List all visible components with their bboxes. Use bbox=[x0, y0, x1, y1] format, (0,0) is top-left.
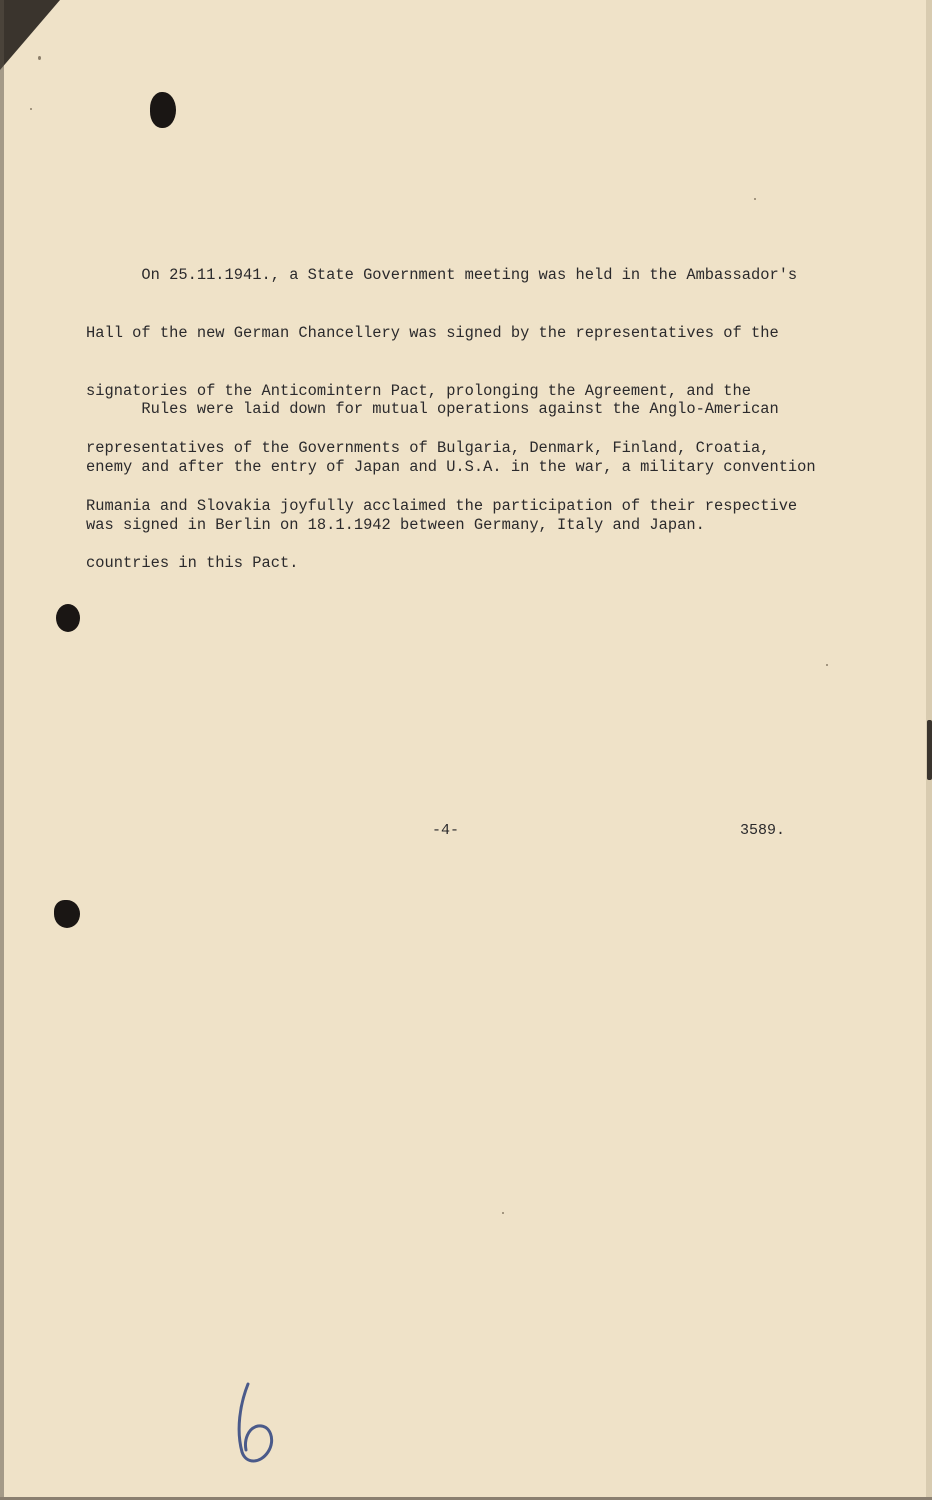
scan-corner-shadow bbox=[0, 0, 60, 70]
text-line: signatories of the Anticomintern Pact, prolonging the Agreement, and the bbox=[86, 381, 751, 400]
scan-edge-left bbox=[0, 0, 4, 1500]
handwritten-page-mark bbox=[230, 1380, 290, 1470]
text-line: Rumania and Slovakia joyfully acclaimed the participation of their respective bbox=[86, 496, 798, 515]
page-number: -4- bbox=[432, 822, 460, 839]
paper-speck bbox=[754, 198, 756, 200]
text-line: representatives of the Governments of Bulgaria, Denmark, Finland, Croatia, bbox=[86, 439, 770, 458]
text-line: enemy and after the entry of Japan and U.S.A. in the war, a military convention bbox=[86, 458, 816, 476]
punch-hole bbox=[56, 604, 80, 632]
text-line: countries in this Pact. bbox=[86, 554, 299, 573]
paper-speck bbox=[502, 1212, 504, 1214]
text-line: Hall of the new German Chancellery was signed by the representatives of the bbox=[86, 324, 779, 342]
text-line: was signed in Berlin on 18.1.1942 between Germany, Italy and Japan. bbox=[86, 515, 705, 534]
punch-hole bbox=[54, 900, 80, 928]
text-line: Rules were laid down for mutual operations against the Anglo-American bbox=[86, 400, 779, 419]
binding-mark bbox=[927, 720, 932, 780]
paper-speck bbox=[38, 56, 41, 60]
document-number: 3589. bbox=[740, 822, 786, 839]
paragraph-2 bbox=[86, 362, 866, 573]
paper-speck bbox=[30, 108, 32, 110]
punch-hole bbox=[150, 92, 176, 128]
paper-speck bbox=[826, 664, 828, 666]
text-line: On 25.11.1941., a State Government meeting was held in the Ambassador's bbox=[86, 266, 798, 285]
